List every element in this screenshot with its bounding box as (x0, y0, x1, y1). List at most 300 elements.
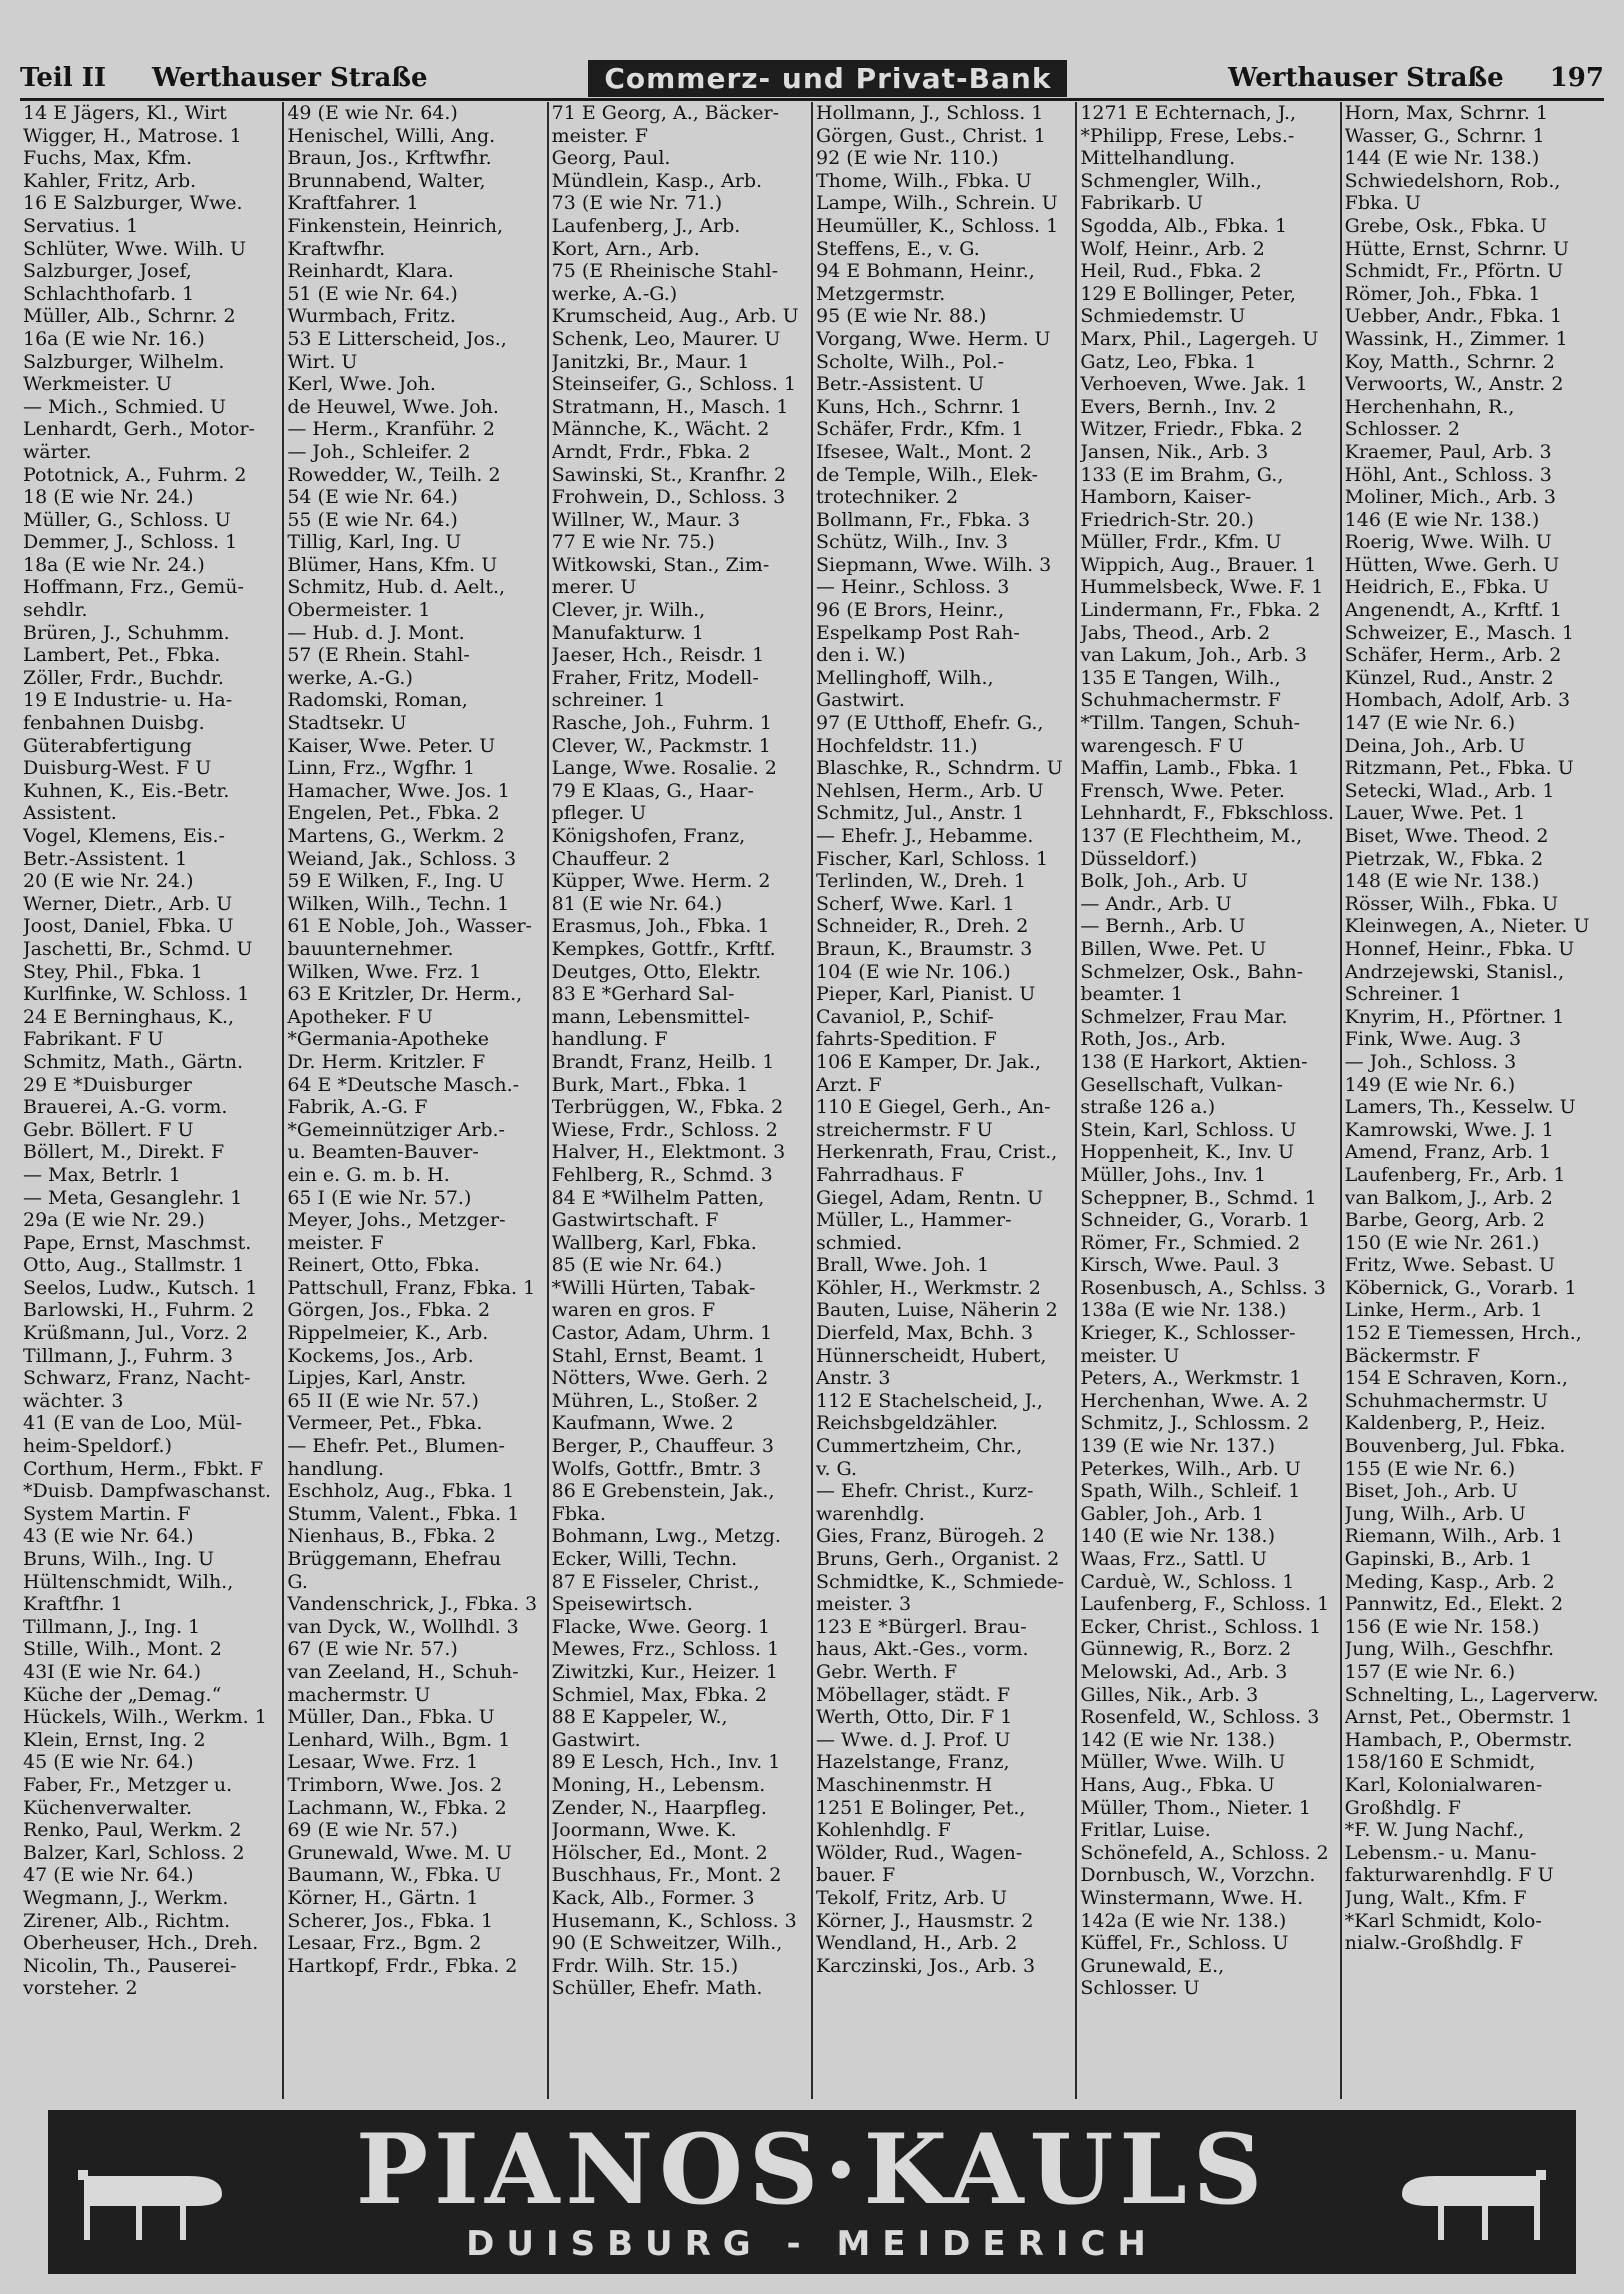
directory-entry: Linn, Frz., Wgfhr. 1 (287, 757, 476, 780)
directory-entry: Kraftfahrer. 1 (287, 192, 419, 215)
directory-entry: Cummertzheim, Chr., (815, 1435, 1023, 1458)
directory-entry: merer. U (551, 576, 637, 599)
directory-entry: Henischel, Willi, Ang. (287, 124, 496, 147)
directory-entry: Roth, Jos., Arb. (1080, 1028, 1226, 1051)
directory-entry: Hoffmann, Frz., Gemü- (23, 576, 244, 599)
directory-entry: Wolf, Heinr., Arb. 2 (1080, 237, 1265, 260)
directory-entry: 138a (E wie Nr. 138.) (1080, 1299, 1287, 1322)
directory-entry: Bruns, Wilh., Ing. U (23, 1548, 215, 1570)
directory-entry: mann, Lebensmittel- (551, 1005, 750, 1028)
directory-entry: Krüßmann, Jul., Vorz. 2 (23, 1322, 248, 1345)
directory-entry: Werner, Dietr., Arb. U (23, 892, 233, 915)
directory-entry: *Duisb. Dampfwaschanst. (23, 1480, 272, 1503)
directory-entry: Lange, Wwe. Rosalie. 2 (551, 757, 777, 780)
directory-entry: Herkenrath, Frau, Crist., (815, 1141, 1058, 1164)
directory-entry: Wilken, Wilh., Techn. 1 (287, 892, 510, 915)
directory-entry: Herchenhahn, R., (1344, 395, 1515, 418)
directory-entry: Gapinski, B., Arb. 1 (1344, 1548, 1533, 1570)
directory-entry: Clever, jr. Wilh., (551, 599, 706, 622)
directory-entry: — Max, Betrlr. 1 (23, 1163, 181, 1186)
directory-entry: — Meta, Gesanglehr. 1 (23, 1186, 243, 1209)
directory-entry: Erasmus, Joh., Fbka. 1 (551, 915, 770, 938)
directory-entry: Jung, Walt., Kfm. F (1344, 1886, 1527, 1909)
directory-entry: Ecker, Willi, Techn. (551, 1548, 738, 1570)
directory-entry: Witzer, Friedr., Fbka. 2 (1080, 418, 1303, 441)
directory-entry: Mewes, Frz., Schloss. 1 (551, 1638, 780, 1661)
directory-entry: — Joh., Schleifer. 2 (287, 440, 471, 463)
directory-entry: Kleinwegen, A., Nieter. U (1344, 915, 1590, 938)
directory-entry: Görgen, Jos., Fbka. 2 (287, 1299, 491, 1322)
directory-entry: 45 (E wie Nr. 64.) (23, 1751, 194, 1774)
directory-entry: Siepmann, Wwe. Wilh. 3 (815, 553, 1052, 576)
directory-entry: Müller, Dan., Fbka. U (287, 1706, 495, 1729)
directory-entry: Gatz, Leo, Fbka. 1 (1080, 350, 1257, 373)
directory-entry: Andrzejewski, Stanisl., (1344, 960, 1565, 983)
directory-entry: Reichsbgeldzähler. (815, 1412, 998, 1435)
directory-entry: Barbe, Georg, Arb. 2 (1344, 1209, 1545, 1232)
directory-entry: Günnewig, R., Borz. 2 (1080, 1638, 1292, 1661)
directory-entry: 16 E Salzburger, Wwe. (23, 192, 243, 215)
directory-entry: 133 (E im Brahm, G., (1080, 463, 1284, 486)
directory-entry: Anstr. 3 (815, 1367, 891, 1390)
directory-entry: 148 (E wie Nr. 138.) (1344, 870, 1540, 893)
directory-entry: Königshofen, Franz, (551, 825, 746, 847)
directory-entry: Castor, Adam, Uhrm. 1 (551, 1322, 773, 1345)
directory-entry: Köhler, H., Werkmstr. 2 (815, 1276, 1041, 1299)
directory-entry: Schneider, G., Vorarb. 1 (1080, 1209, 1311, 1232)
directory-entry: Kuhnen, K., Eis.-Betr. (23, 779, 230, 802)
directory-entry: — Hub. d. J. Mont. (287, 621, 465, 644)
directory-entry: Meyer, Johs., Metzger- (287, 1209, 506, 1232)
directory-entry: 83 E *Gerhard Sal- (551, 983, 735, 1006)
directory-entry: Moning, H., Lebensm. (551, 1773, 766, 1796)
directory-entry: Lesaar, Frz., Bgm. 2 (287, 1932, 482, 1955)
directory-entry: Müller, Alb., Schrnr. 2 (23, 305, 236, 328)
directory-entry: Brauerei, A.-G. vorm. (23, 1096, 228, 1119)
directory-entry: Schneider, R., Dreh. 2 (815, 915, 1029, 938)
directory-entry: Schenk, Leo, Maurer. U (551, 327, 781, 350)
directory-entry: Görgen, Gust., Christ. 1 (815, 124, 1046, 147)
directory-entry: meister. F (551, 124, 648, 147)
directory-entry: Lehnhardt, F., Fbkschloss. (1080, 802, 1335, 825)
directory-entry: Waas, Frz., Sattl. U (1080, 1548, 1267, 1570)
directory-entry: straße 126 a.) (1080, 1096, 1216, 1119)
directory-entry: — Heinr., Schloss. 3 (815, 576, 1010, 599)
grand-piano-icon (1398, 2146, 1548, 2246)
directory-entry: Marx, Phil., Lagergeh. U (1080, 327, 1319, 350)
directory-entry: Wilken, Wwe. Frz. 1 (287, 960, 482, 983)
directory-entry: Grunewald, Wwe. M. U (287, 1841, 512, 1864)
directory-entry: 110 E Giegel, Gerh., An- (815, 1096, 1051, 1119)
directory-entry: Schlüter, Wwe. Wilh. U (23, 237, 246, 260)
directory-entry: 63 E Kritzler, Dr. Herm., (287, 983, 523, 1006)
directory-entry: Möbellager, städt. F (815, 1683, 1011, 1706)
directory-entry: Hültenschmidt, Wilh., (23, 1570, 234, 1593)
directory-entry: Kraftfhr. 1 (23, 1593, 123, 1616)
directory-entry: Schäfer, Frdr., Kfm. 1 (815, 418, 1024, 441)
directory-entry: haus, Akt.-Ges., vorm. (815, 1638, 1029, 1661)
directory-entry: Wigger, H., Matrose. 1 (23, 124, 242, 147)
directory-entry: Hückels, Wilh., Werkm. 1 (23, 1706, 267, 1729)
directory-entry: Joost, Daniel, Fbka. U (23, 915, 234, 938)
directory-entry: Bohmann, Lwg., Metzg. (551, 1525, 781, 1548)
directory-entry: Kraemer, Paul, Arb. 3 (1344, 440, 1552, 463)
directory-entry: Wiese, Frdr., Schloss. 2 (551, 1118, 778, 1141)
directory-entry: Karczinski, Jos., Arb. 3 (815, 1954, 1036, 1977)
directory-entry: Reinhardt, Klara. (287, 260, 454, 283)
directory-entry: Hoppenheit, K., Inv. U (1080, 1141, 1295, 1164)
directory-entry: Schmiel, Max, Fbka. 2 (551, 1683, 767, 1706)
directory-entry: Heidrich, E., Fbka. U (1344, 576, 1550, 599)
directory-entry: Terbrüggen, W., Fbka. 2 (551, 1096, 784, 1119)
directory-entry: Rösser, Wilh., Fbka. U (1344, 892, 1559, 915)
directory-entry: 19 E Industrie- u. Ha- (23, 689, 233, 712)
directory-entry: 67 (E wie Nr. 57.) (287, 1638, 458, 1661)
directory-entry: Hölscher, Ed., Mont. 2 (551, 1841, 768, 1864)
directory-entry: Laufenberg, J., Arb. (551, 214, 741, 237)
directory-entry: Schmelzer, Osk., Bahn- (1080, 960, 1304, 983)
directory-entry: bauer. F (815, 1864, 896, 1887)
directory-entry: Honnef, Heinr., Fbka. U (1344, 937, 1575, 960)
directory-entry: Düsseldorf.) (1080, 847, 1198, 870)
directory-entry: Baumann, W., Fbka. U (287, 1864, 502, 1887)
directory-entry: Lenhard, Wilh., Bgm. 1 (287, 1728, 511, 1751)
directory-entry: Zirener, Alb., Richtm. (23, 1909, 231, 1932)
directory-entry: schmied. (815, 1231, 903, 1254)
directory-entry: werke, A.-G.) (287, 666, 413, 689)
directory-entry: Burk, Mart., Fbka. 1 (551, 1073, 749, 1096)
directory-entry: Verhoeven, Wwe. Jak. 1 (1080, 373, 1308, 396)
directory-entry: Grebe, Osk., Fbka. U (1344, 214, 1547, 237)
directory-entry: Flacke, Wwe. Georg. 1 (551, 1615, 771, 1638)
directory-entry: Lindermann, Fr., Fbka. 2 (1080, 599, 1321, 622)
directory-column (284, 102, 548, 2099)
directory-entry: meister. U (1080, 1344, 1180, 1367)
directory-entry: Schmitz, Jul., Anstr. 1 (815, 802, 1025, 825)
directory-entry: Werth, Otto, Dir. F 1 (815, 1706, 1013, 1729)
directory-entry: Lenhardt, Gerh., Motor- (23, 418, 255, 441)
directory-entry: Bolk, Joh., Arb. U (1080, 870, 1248, 893)
directory-entry: 54 (E wie Nr. 64.) (287, 486, 458, 509)
directory-entry: van Lakum, Joh., Arb. 3 (1080, 644, 1307, 667)
directory-entry: trotechniker. 2 (815, 486, 959, 509)
directory-entry: Stumm, Valent., Fbka. 1 (287, 1502, 520, 1525)
directory-entry: Scherf, Wwe. Karl. 1 (815, 892, 1015, 915)
directory-entry: Gabler, Joh., Arb. 1 (1080, 1502, 1264, 1525)
directory-entry: fenbahnen Duisbg. (23, 712, 205, 735)
directory-entry: Stadtsekr. U (287, 712, 407, 735)
directory-entry: Roerig, Wwe. Wilh. U (1344, 531, 1552, 554)
part-label: Teil II (20, 63, 107, 93)
directory-entry: 41 (E van de Loo, Mül- (23, 1412, 243, 1435)
directory-entry: 97 (E Utthoff, Ehefr. G., (815, 712, 1044, 735)
directory-entry: v. G. (815, 1457, 858, 1480)
directory-entry: Güterabfertigung (23, 734, 192, 757)
directory-entry: Obermeister. 1 (287, 599, 431, 622)
directory-entry: Hartkopf, Frdr., Fbka. 2 (287, 1954, 518, 1977)
directory-entry: Kahler, Fritz, Arb. (23, 169, 197, 192)
directory-entry: Vogel, Klemens, Eis.- (23, 825, 225, 847)
directory-entry: Speisewirtsch. (551, 1593, 693, 1616)
directory-entry: Bollmann, Fr., Fbka. 3 (815, 508, 1031, 531)
directory-entry: Schnelting, L., Lagerverw. (1344, 1683, 1599, 1706)
directory-entry: Frdr. Wilh. Str. 15.) (551, 1954, 739, 1977)
directory-entry: Schmitz, Hub. d. Aelt., (287, 576, 506, 599)
directory-entry: Corthum, Herm., Fbkt. F (23, 1457, 264, 1480)
directory-entry: 69 (E wie Nr. 57.) (287, 1819, 458, 1842)
directory-entry: Zöller, Frdr., Buchdr. (23, 666, 224, 689)
directory-entry: 146 (E wie Nr. 138.) (1344, 508, 1540, 531)
directory-entry: Hambach, P., Obermstr. (1344, 1728, 1573, 1751)
directory-entry: *Philipp, Frese, Lebs.- (1080, 124, 1295, 147)
directory-entry: 61 E Noble, Joh., Wasser- (287, 915, 532, 938)
directory-entry: Rowedder, W., Teilh. 2 (287, 463, 501, 486)
directory-entry: Kaldenberg, P., Heiz. (1344, 1412, 1546, 1435)
directory-entry: Braun, Jos., Krftwfhr. (287, 147, 492, 170)
directory-entry: Jabs, Theod., Arb. 2 (1080, 621, 1271, 644)
directory-entry: *Germania-Apotheke (287, 1028, 489, 1051)
directory-entry: Hünnerscheidt, Hubert, (815, 1344, 1047, 1367)
directory-entry: Wassink, H., Zimmer. 1 (1344, 327, 1568, 350)
piano-advertisement (48, 2110, 1576, 2274)
directory-entry: Kraftwfhr. (287, 237, 386, 260)
directory-entry: — Ehefr. Christ., Kurz- (815, 1480, 1034, 1503)
directory-entry: Pattschull, Franz, Fbka. 1 (287, 1276, 536, 1299)
directory-entry: Barlowski, H., Fuhrm. 2 (23, 1299, 255, 1322)
directory-entry: Vorgang, Wwe. Herm. U (815, 327, 1051, 350)
directory-entry: Höhl, Ant., Schloss. 3 (1344, 463, 1552, 486)
directory-entry: Pototnick, A., Fuhrm. 2 (23, 463, 247, 486)
directory-entry: Schweizer, E., Masch. 1 (1344, 621, 1575, 644)
directory-entry: 1251 E Bolinger, Pet., (815, 1796, 1026, 1819)
directory-entry: Husemann, K., Schloss. 3 (551, 1909, 797, 1932)
directory-entry: Kerl, Wwe. Joh. (287, 373, 436, 396)
directory-entry: 18a (E wie Nr. 24.) (23, 553, 205, 576)
directory-entry: Schmidt, Fr., Pförtn. U (1344, 260, 1564, 283)
directory-entry: Fehlberg, R., Schmd. 3 (551, 1163, 773, 1186)
directory-entry: van Balkom, J., Arb. 2 (1344, 1186, 1553, 1209)
directory-entry: Krieger, K., Schlosser- (1080, 1322, 1296, 1345)
directory-entry: Pape, Ernst, Maschmst. (23, 1231, 252, 1254)
directory-entry: Engelen, Pet., Fbka. 2 (287, 802, 500, 825)
directory-entry: Karl, Kolonialwaren- (1344, 1773, 1543, 1796)
directory-entry: Schwiedelshorn, Rob., (1344, 169, 1561, 192)
directory-entry: Schuhmachermstr. F (1080, 689, 1281, 712)
directory-entry: — Mich., Schmied. U (23, 395, 227, 418)
directory-entry: 96 (E Brors, Heinr., (815, 599, 1005, 622)
directory-entry: Küpper, Wwe. Herm. 2 (551, 870, 771, 893)
directory-entry: Peters, A., Werkmstr. 1 (1080, 1367, 1302, 1390)
directory-entry: fakturwarenhdlg. F U (1344, 1864, 1554, 1887)
directory-entry: Gastwirt. (815, 689, 905, 712)
directory-entry: Schwarz, Franz, Nacht- (23, 1367, 251, 1390)
directory-entry: 24 E Berninghaus, K., (23, 1005, 235, 1028)
directory-entry: Arnst, Pet., Obermstr. 1 (1344, 1706, 1573, 1729)
directory-entry: Hollmann, J., Schloss. 1 (815, 102, 1044, 124)
directory-entry: 92 (E wie Nr. 110.) (815, 147, 999, 170)
directory-entry: Heumüller, K., Schloss. 1 (815, 214, 1059, 237)
directory-entry: 51 (E wie Nr. 64.) (287, 282, 458, 305)
directory-entry: Kockems, Jos., Arb. (287, 1344, 474, 1367)
directory-entry: — Wwe. d. J. Prof. U (815, 1728, 1011, 1751)
directory-entry: Ritzmann, Pet., Fbka. U (1344, 757, 1574, 780)
directory-entry: Römer, Joh., Fbka. 1 (1344, 282, 1541, 305)
directory-entry: Brall, Wwe. Joh. 1 (815, 1254, 990, 1277)
directory-entry: Stille, Wilh., Mont. 2 (23, 1638, 222, 1661)
directory-entry: Cavaniol, P., Schif- (815, 1005, 994, 1028)
directory-entry: Lipjes, Karl, Anstr. (287, 1367, 467, 1390)
directory-entry: 149 (E wie Nr. 6.) (1344, 1073, 1516, 1096)
directory-entry: Römer, Fr., Schmied. 2 (1080, 1231, 1301, 1254)
directory-entry: Müller, L., Hammer- (815, 1209, 1012, 1232)
directory-entry: Hochfeldstr. 11.) (815, 734, 978, 757)
directory-entry: Böllert, M., Direkt. F (23, 1141, 225, 1164)
directory-entry: ein e. G. m. b. H. (287, 1163, 450, 1186)
directory-entry: Pieper, Karl, Pianist. U (815, 983, 1036, 1006)
directory-column (1077, 102, 1341, 2099)
directory-entry: 138 (E Harkort, Aktien- (1080, 1050, 1308, 1073)
directory-entry: Werkmeister. U (23, 373, 172, 396)
directory-entry: Müller, Thom., Nieter. 1 (1080, 1796, 1311, 1819)
directory-entry: G. (287, 1570, 308, 1593)
directory-entry: *Willi Hürten, Tabak- (551, 1276, 756, 1299)
directory-entry: vorsteher. 2 (23, 1977, 138, 2000)
directory-entry: Krumscheid, Aug., Arb. U (551, 305, 799, 328)
directory-entry: Nicolin, Th., Pauserei- (23, 1954, 237, 1977)
directory-entry: Tillmann, J., Fuhrm. 3 (23, 1344, 233, 1367)
directory-entry: Fbka. U (1344, 192, 1421, 215)
directory-entry: 18 (E wie Nr. 24.) (23, 486, 194, 509)
directory-entry: Blaschke, R., Schndrm. U (815, 757, 1063, 780)
directory-entry: Kaiser, Wwe. Peter. U (287, 734, 496, 757)
directory-entry: Terlinden, W., Dreh. 1 (815, 870, 1026, 893)
directory-entry: Grunewald, E., (1080, 1954, 1225, 1977)
directory-entry: Wolfs, Gottfr., Bmtr. 3 (551, 1457, 762, 1480)
directory-entry: Chauffeur. 2 (551, 847, 671, 870)
directory-entry: Kuns, Hch., Schrnr. 1 (815, 395, 1023, 418)
directory-entry: 155 (E wie Nr. 6.) (1344, 1457, 1516, 1480)
directory-entry: Klein, Ernst, Ing. 2 (23, 1728, 206, 1751)
directory-entry: Rasche, Joh., Fuhrm. 1 (551, 712, 773, 735)
directory-entry: Fabrikarb. U (1080, 192, 1204, 215)
directory-entry: fahrts-Spedition. F (815, 1028, 997, 1051)
directory-entry: Jung, Wilh., Arb. U (1344, 1502, 1526, 1525)
directory-entry: Reinert, Otto, Fbka. (287, 1254, 480, 1277)
directory-columns (20, 102, 1604, 2099)
directory-entry: Linke, Herm., Arb. 1 (1344, 1299, 1543, 1322)
directory-entry: Kempkes, Gottfr., Krftf. (551, 937, 776, 960)
directory-entry: handlung. F (551, 1028, 668, 1051)
directory-entry: Schlosser. 2 (1344, 418, 1460, 441)
directory-entry: Pannwitz, Ed., Elekt. 2 (1344, 1593, 1564, 1616)
page-number: 197 (1549, 63, 1604, 93)
directory-entry: Amend, Franz, Arb. 1 (1344, 1141, 1552, 1164)
directory-entry: Fbka. (551, 1502, 606, 1525)
directory-entry: Rosenbusch, A., Schlss. 3 (1080, 1276, 1326, 1299)
directory-entry: Deina, Joh., Arb. U (1344, 734, 1526, 757)
directory-entry: Berger, P., Chauffeur. 3 (551, 1435, 774, 1458)
directory-entry: Künzel, Rud., Anstr. 2 (1344, 666, 1554, 689)
directory-entry: Kurlfinke, W. Schloss. 1 (23, 983, 250, 1006)
directory-entry: Renko, Paul, Werkm. 2 (23, 1819, 242, 1842)
directory-entry: Uebber, Andr., Fbka. 1 (1344, 305, 1563, 328)
directory-entry: meister. 3 (815, 1593, 912, 1616)
directory-entry: Rosenfeld, W., Schloss. 3 (1080, 1706, 1320, 1729)
directory-entry: 90 (E Schweitzer, Wilh., (551, 1932, 783, 1955)
directory-entry: Kamrowski, Wwe. J. 1 (1344, 1118, 1554, 1141)
directory-entry: Buschhaus, Fr., Mont. 2 (551, 1864, 782, 1887)
directory-entry: Apotheker. F U (287, 1005, 433, 1028)
directory-entry: Jaeser, Hch., Reisdr. 1 (551, 644, 765, 667)
directory-entry: Friedrich-Str. 20.) (1080, 508, 1254, 531)
directory-entry: Fink, Wwe. Aug. 3 (1344, 1028, 1522, 1051)
directory-entry: 29 E *Duisburger (23, 1073, 192, 1096)
directory-entry: Winstermann, Wwe. H. (1080, 1886, 1304, 1909)
directory-entry: Fabrik, A.-G. F (287, 1096, 428, 1119)
directory-entry: — Ehefr. J., Hebamme. (815, 825, 1034, 847)
directory-entry: Gebr. Böllert. F U (23, 1118, 194, 1141)
directory-entry: van Zeeland, H., Schuh- (287, 1660, 519, 1683)
directory-entry: Müller, Wwe. Wilh. U (1080, 1751, 1286, 1774)
directory-entry: Servatius. 1 (23, 214, 139, 237)
directory-entry: 123 E *Bürgerl. Brau- (815, 1615, 1027, 1638)
directory-entry: Körner, H., Gärtn. 1 (287, 1886, 479, 1909)
directory-entry: bauunternehmer. (287, 937, 454, 960)
directory-entry: Tillmann, J., Ing. 1 (23, 1615, 201, 1638)
directory-entry: 104 (E wie Nr. 106.) (815, 960, 1011, 983)
directory-entry: 142a (E wie Nr. 138.) (1080, 1909, 1287, 1932)
directory-entry: Bruns, Gerh., Organist. 2 (815, 1548, 1060, 1570)
directory-entry: 57 (E Rhein. Stahl- (287, 644, 470, 667)
directory-entry: Duisburg-West. F U (23, 757, 212, 780)
directory-entry: 1271 E Echternach, J., (1080, 102, 1297, 124)
directory-entry: Willner, W., Maur. 3 (551, 508, 741, 531)
directory-entry: Carduè, W., Schloss. 1 (1080, 1570, 1295, 1593)
directory-entry: Fahrradhaus. F (815, 1163, 964, 1186)
directory-entry: machermstr. U (287, 1683, 431, 1706)
directory-entry: 73 (E wie Nr. 71.) (551, 192, 723, 215)
directory-entry: 137 (E Flechtheim, M., (1080, 825, 1303, 847)
directory-entry: 88 E Kappeler, W., (551, 1706, 728, 1729)
directory-entry: u. Beamten-Bauver- (287, 1141, 479, 1164)
directory-entry: *F. W. Jung Nachf., (1344, 1819, 1525, 1842)
directory-entry: Eschholz, Aug., Fbka. 1 (287, 1480, 515, 1503)
directory-entry: Kack, Alb., Former. 3 (551, 1886, 755, 1909)
directory-entry: Knyrim, H., Pförtner. 1 (1344, 1005, 1565, 1028)
directory-entry: 16a (E wie Nr. 16.) (23, 327, 205, 350)
directory-entry: Schmitz, J., Schlossm. 2 (1080, 1412, 1310, 1435)
directory-column (20, 102, 284, 2099)
directory-entry: *Karl Schmidt, Kolo- (1344, 1909, 1542, 1932)
directory-entry: Clever, W., Packmstr. 1 (551, 734, 771, 757)
directory-entry: Dornbusch, W., Vorzchn. (1080, 1864, 1316, 1887)
directory-entry: Wippich, Aug., Brauer. 1 (1080, 553, 1317, 576)
directory-entry: 64 E *Deutsche Masch.- (287, 1073, 520, 1096)
directory-entry: Verwoorts, W., Anstr. 2 (1344, 373, 1564, 396)
directory-entry: Biset, Wwe. Theod. 2 (1344, 825, 1549, 847)
directory-entry: Giegel, Adam, Rentn. U (815, 1186, 1044, 1209)
directory-entry: Küche der „Demag.“ (23, 1683, 222, 1706)
directory-entry: Bauten, Luise, Näherin 2 (815, 1299, 1058, 1322)
directory-entry: Wurmbach, Fritz. (287, 305, 456, 328)
directory-entry: Lambert, Pet., Fbka. (23, 644, 221, 667)
bank-banner: Commerz- und Privat-Bank (588, 60, 1067, 97)
directory-entry: Stahl, Ernst, Beamt. 1 (551, 1344, 766, 1367)
ad-headline: PIANOS·KAULS (355, 2113, 1269, 2226)
directory-entry: Faber, Fr., Metzger u. (23, 1773, 233, 1796)
directory-entry: 77 E wie Nr. 75.) (551, 531, 715, 554)
directory-entry: Schüller, Ehefr. Math. (551, 1977, 763, 2000)
